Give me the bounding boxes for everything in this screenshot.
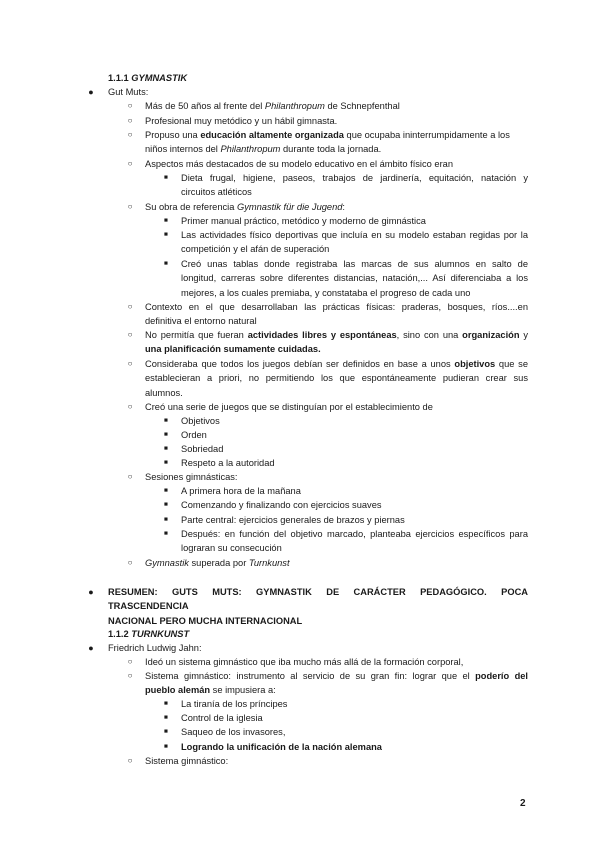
square-bullet-icon: ■ xyxy=(164,174,168,181)
circle-bullet-icon: ○ xyxy=(127,130,133,139)
square-bullet-icon: ■ xyxy=(164,487,168,494)
square-bullet-icon: ■ xyxy=(164,260,168,267)
square-bullet-icon: ■ xyxy=(164,700,168,707)
circle-bullet-icon: ○ xyxy=(127,472,133,481)
section-heading-turnkunst: 1.1.2 TURNKUNST xyxy=(108,629,190,639)
square-bullet-icon: ■ xyxy=(164,431,168,438)
circle-bullet-icon: ○ xyxy=(127,657,133,666)
bullet-icon: ● xyxy=(88,643,94,653)
circle-bullet-icon: ○ xyxy=(127,159,133,168)
square-bullet-icon: ■ xyxy=(164,728,168,735)
circle-bullet-icon: ○ xyxy=(127,756,133,765)
bullet-icon: ● xyxy=(88,587,94,597)
circle-bullet-icon: ○ xyxy=(127,101,133,110)
circle-bullet-icon: ○ xyxy=(127,558,133,567)
square-bullet-icon: ■ xyxy=(164,530,168,537)
square-bullet-icon: ■ xyxy=(164,417,168,424)
square-bullet-icon: ■ xyxy=(164,501,168,508)
square-bullet-icon: ■ xyxy=(164,714,168,721)
circle-bullet-icon: ○ xyxy=(127,402,133,411)
circle-bullet-icon: ○ xyxy=(127,116,133,125)
bullet-icon: ● xyxy=(88,87,94,97)
square-bullet-icon: ■ xyxy=(164,217,168,224)
square-bullet-icon: ■ xyxy=(164,445,168,452)
square-bullet-icon: ■ xyxy=(164,459,168,466)
page-number: 2 xyxy=(520,798,526,809)
square-bullet-icon: ■ xyxy=(164,231,168,238)
circle-bullet-icon: ○ xyxy=(127,330,133,339)
square-bullet-icon: ■ xyxy=(164,743,168,750)
section-heading-gymnastik: 1.1.1 GYMNASTIK xyxy=(108,73,188,83)
circle-bullet-icon: ○ xyxy=(127,202,133,211)
document-page: 1.1.1 GYMNASTIK ● Gut Muts: ○ Más de 50 años al frente del Philanthropum de Schnepfenthal ○ Profesional muy metódico y un hábil gimnasta. ○ Propuso una educación altamente organizada que ocupaba ininterrumpidamente a los niños internos del Philanthropum durante toda la jornada. ○ Aspectos más destacados de su modelo educativo en el ámbito físico eran ■ Dieta frugal, higiene, paseos, trabajos de jardinería, equitación, natación y circuitos atléticos ○ Su obra de referencia Gymnastik für die Jugend: ■ Primer manual práctico, metódico y moderno de gimnástica ■ Las actividades físico deportivas que incluía en su modelo estaban regidas por la competición y el afán de superación ■ Creó unas tablas donde registraba las marcas de sus alumnos en salto de longitud, carreras sobre diferentes distancias, natación,... Así diferenciaba a los mejores, a los cuales premiaba, y constataba el progreso de cada uno ○ Contexto en el que desarrollaban las prácticas físicas: praderas, bosques, ríos....en definitiva el entorno natural ○ No permitía que fueran actividades libres y espontáneas, sino con una organización y una planificación sumamente cuidadas. ○ Consideraba que todos los juegos debían ser definidos en base a unos objetivos que se establecieran a priori, no permitiendo los que espontáneamente pudieran crear sus alumnos. ○ Creó una serie de juegos que se distinguían por el establecimiento de ■ Objetivos ■ Orden ■ Sobriedad ■ Respeto a la autoridad ○ Sesiones gimnásticas: ■ A primera hora de la mañana ■ Comenzando y finalizando con ejercicios suaves ■ Parte central: ejercicios generales de brazos y piernas ■ Después: en función del objetivo marcado, planteaba ejercicios específicos para lograran su consecución ○ Gymnastik superada por Turnkunst ● RESUMEN: GUTS MUTS: GYMNASTIK DE CARÁCTER PEDAGÓGICO. POCA TRASCENDENCIA NACIONAL PERO MUCHA INTERNACIONAL 1.1.2 TURNKUNST ● Friedrich Ludwig Jahn: ○ Ideó un sistema gimnástico que iba mucho más allá de la formación corporal, ○ Sistema gimnástico: instrumento al servicio de su gran fin: lograr que el poderío del pueblo alemán se impusiera a: ■ La tiranía de los príncipes ■ Control de la iglesia ■ Saqueo de los invasores, ■ Logrando la unificación de la nación alemana ○ Sistema gimnástico: 2 xyxy=(0,0,600,848)
circle-bullet-icon: ○ xyxy=(127,302,133,311)
square-bullet-icon: ■ xyxy=(164,516,168,523)
circle-bullet-icon: ○ xyxy=(127,671,133,680)
circle-bullet-icon: ○ xyxy=(127,359,133,368)
